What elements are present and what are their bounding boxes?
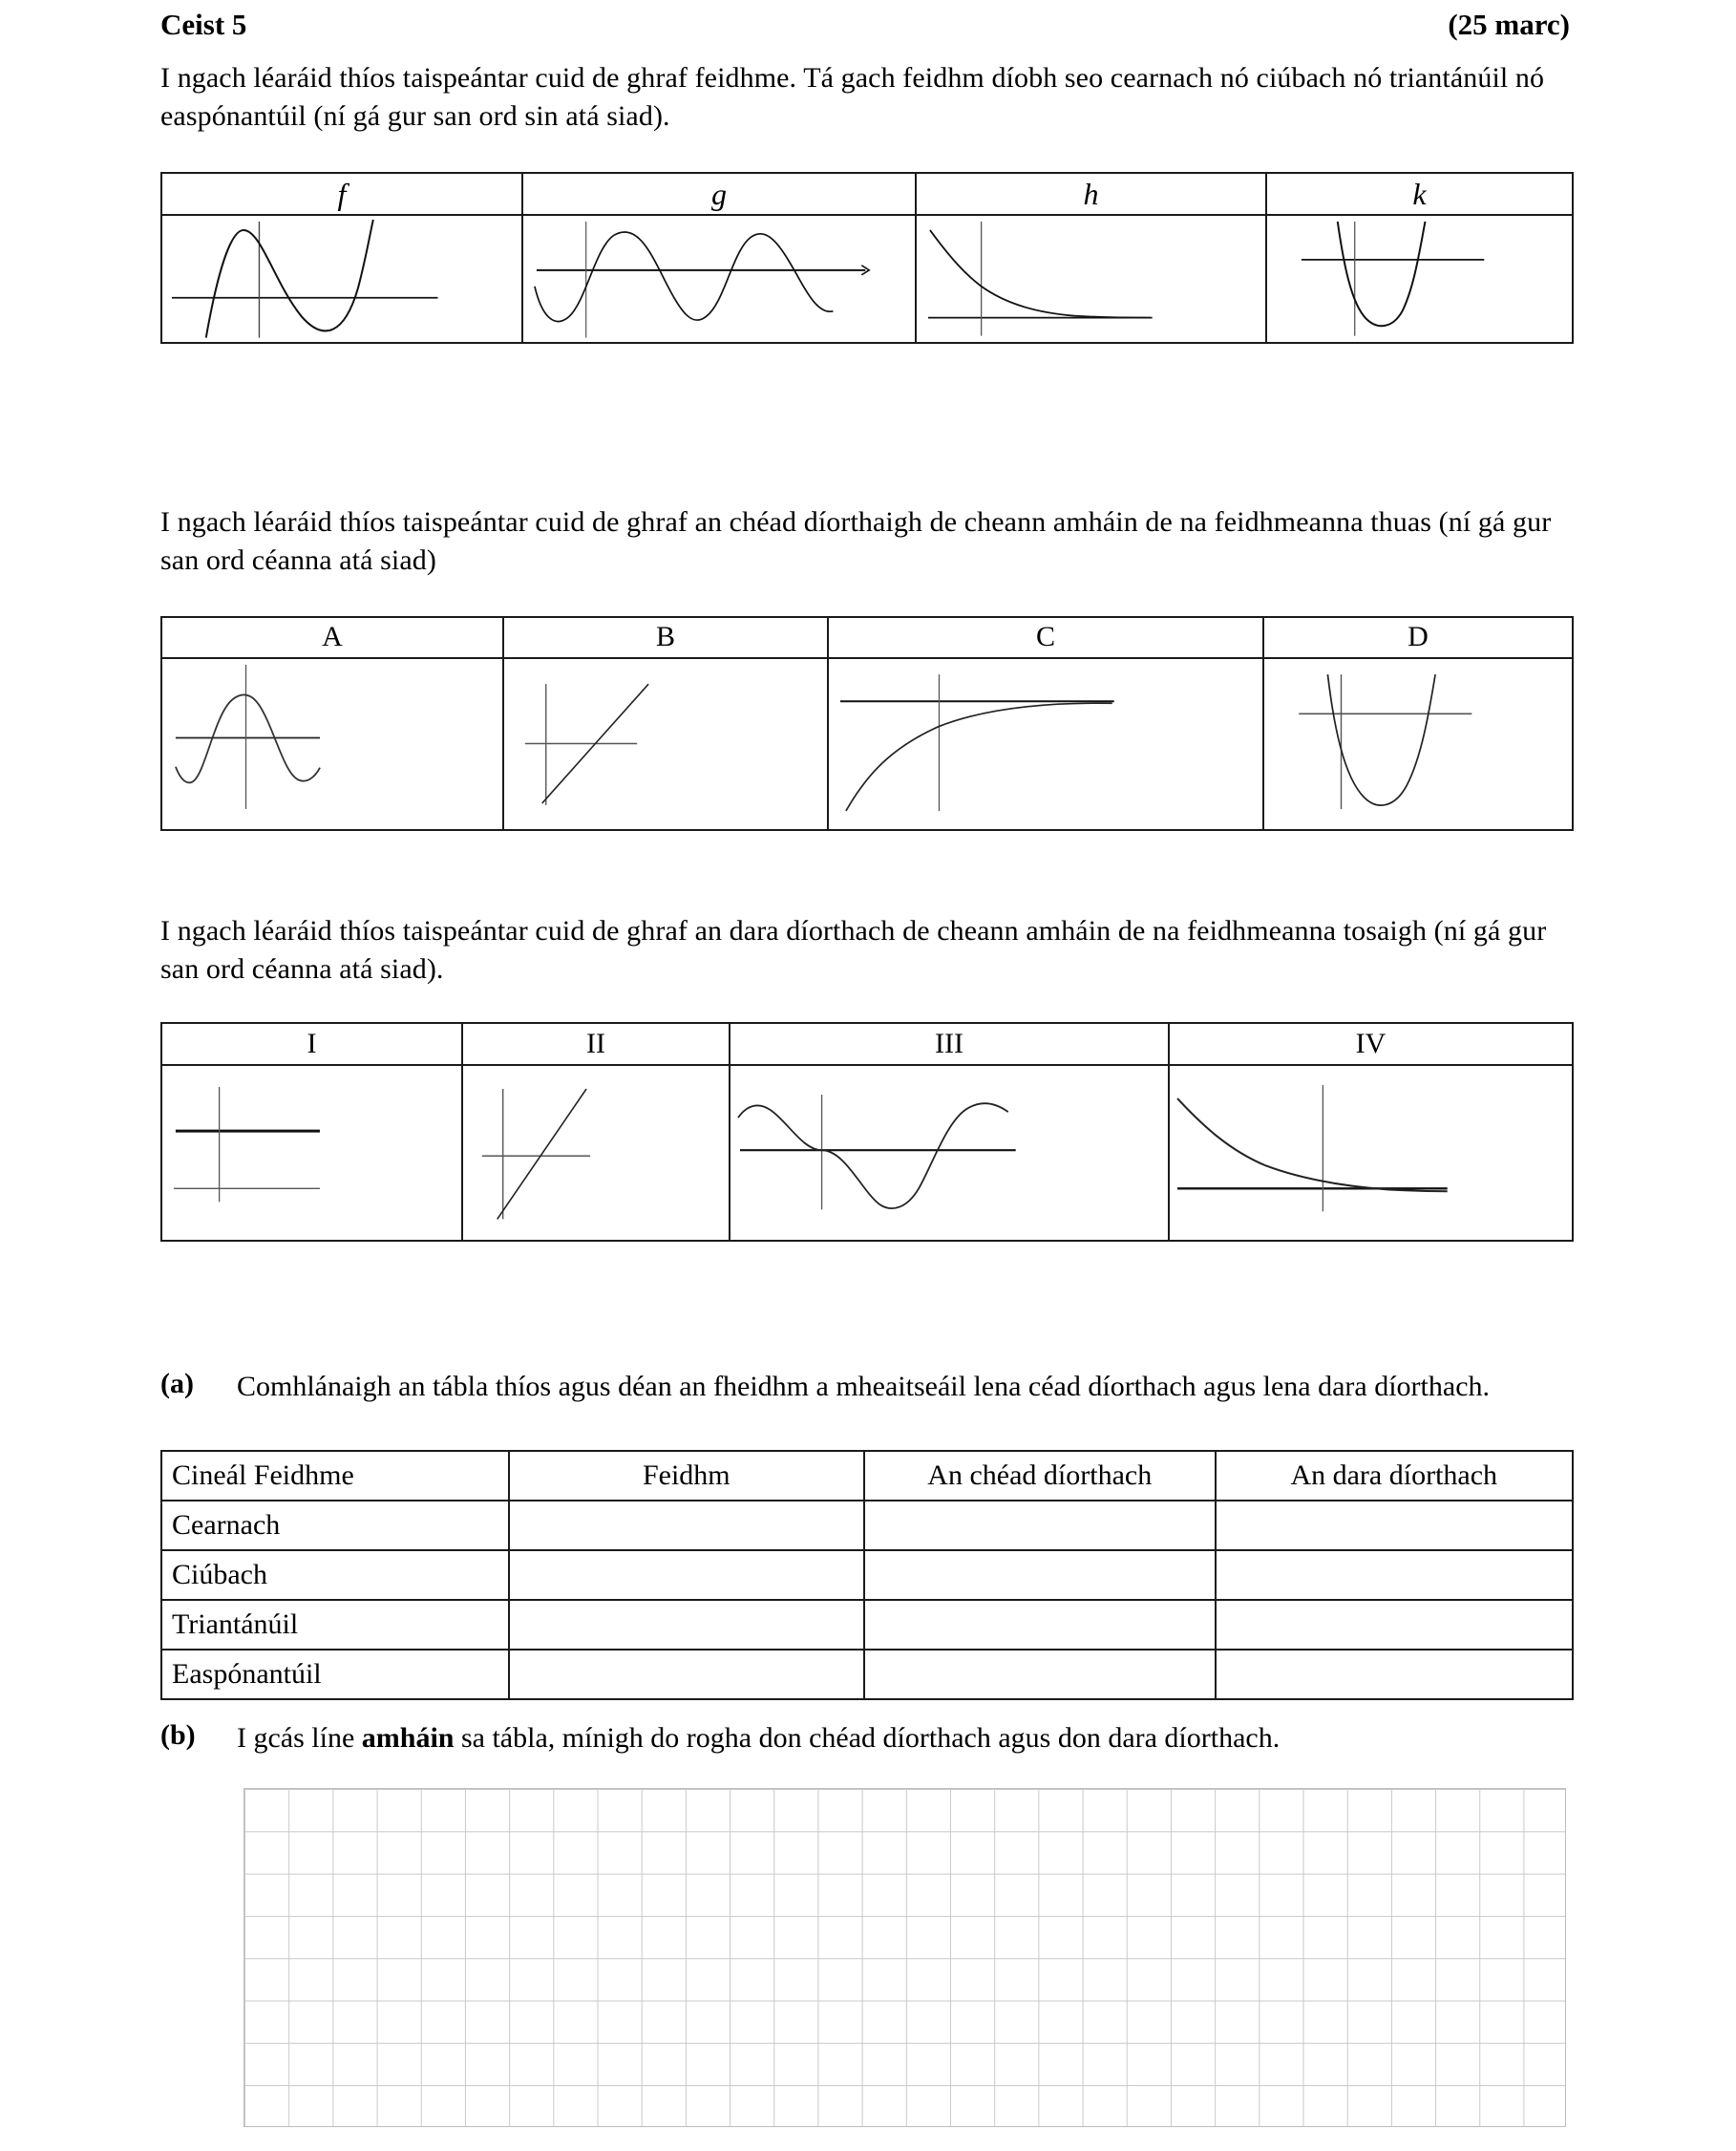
table-row (161, 1550, 1573, 1600)
intro-paragraph-3: I ngach léaráid thíos taispeántar cuid de ghraf an dara díorthach de cheann amháin de na feidhmeanna tosaigh (ní gá gur san ord céanna atá siad). (160, 915, 1547, 985)
answer-header-second: An dara díorthach (1216, 1451, 1574, 1501)
graph-A (162, 659, 502, 829)
graph-cell-A (162, 659, 504, 829)
answer-table (160, 1450, 1574, 1700)
answer-header-first: An chéad díorthach (864, 1451, 1215, 1501)
graph-h (917, 216, 1265, 342)
table-row (161, 1650, 1573, 1699)
cell-cearnach-second[interactable] (1216, 1501, 1574, 1550)
question-number: Ceist 5 (160, 8, 247, 41)
graph-f (162, 216, 521, 342)
table-second-derivatives-body (162, 1066, 1572, 1240)
graph-I (162, 1066, 461, 1240)
table-second-derivatives (160, 1022, 1574, 1242)
intro-paragraph-1: I ngach léaráid thíos taispeántar cuid de ghraf feidhme. Tá gach feidhm díobh seo cearnach nó ciúbach nó triantánúil nó easpónantúil (ní gá gur san ord sin atá siad). (160, 62, 1545, 132)
table-functions-body (162, 216, 1572, 342)
answer-header-type: Cineál Feidhme (161, 1451, 509, 1501)
table-row (161, 1600, 1573, 1650)
header-cell-h: h (917, 174, 1267, 214)
graph-B (504, 659, 827, 829)
cell-ciubach-second[interactable] (1216, 1550, 1574, 1600)
part-b-text-emphasis: amháin (361, 1722, 455, 1754)
row-label-cearnach: Cearnach (161, 1501, 509, 1550)
table-row (161, 1501, 1573, 1550)
part-b-text-before: I gcás líne (237, 1722, 362, 1754)
header-cell-I: I (162, 1024, 463, 1064)
graph-D (1264, 659, 1572, 829)
row-label-easponantuil: Easpónantúil (161, 1650, 509, 1699)
part-b-text-after: sa tábla, mínigh do rogha don chéad díorthach agus don dara díorthach. (454, 1722, 1281, 1754)
graph-III (730, 1066, 1168, 1240)
header-cell-D: D (1408, 621, 1429, 653)
graph-cell-I (162, 1066, 463, 1240)
cell-triantanuil-feidhm[interactable] (509, 1600, 864, 1650)
graph-cell-C (829, 659, 1264, 829)
part-a-label: (a) (160, 1368, 194, 1399)
graph-cell-h (917, 216, 1267, 342)
header-cell-g: g (523, 174, 917, 214)
answer-table-header-row (161, 1451, 1573, 1501)
graph-II (463, 1066, 729, 1240)
graph-cell-III (730, 1066, 1170, 1240)
graph-cell-II (463, 1066, 730, 1240)
cell-easponantuil-second[interactable] (1216, 1650, 1574, 1699)
graph-cell-f (162, 216, 523, 342)
graph-cell-B (504, 659, 829, 829)
cell-cearnach-feidhm[interactable] (509, 1501, 864, 1550)
row-label-triantanuil: Triantánúil (161, 1600, 509, 1650)
table-functions (160, 172, 1574, 344)
table-second-derivatives-header (162, 1024, 1572, 1066)
cell-triantanuil-second[interactable] (1216, 1600, 1574, 1650)
header-cell-C: C (829, 618, 1264, 657)
header-cell-B: B (504, 618, 829, 657)
table-first-derivatives (160, 616, 1574, 831)
graph-cell-IV (1170, 1066, 1572, 1240)
table-functions-header (162, 174, 1572, 216)
cell-triantanuil-first[interactable] (864, 1600, 1215, 1650)
table-first-derivatives-header (162, 618, 1572, 659)
cell-easponantuil-first[interactable] (864, 1650, 1215, 1699)
answer-grid[interactable] (243, 1788, 1566, 2127)
cell-ciubach-first[interactable] (864, 1550, 1215, 1600)
part-a-text: Comhlánaigh an tábla thíos agus déan an fheidhm a mheaitseáil lena céad díorthach agus lena dara díorthach. (237, 1371, 1491, 1402)
part-b-label: (b) (160, 1719, 196, 1751)
graph-C (829, 659, 1262, 829)
header-cell-A: A (162, 618, 504, 657)
page-header (160, 8, 1570, 42)
cell-ciubach-feidhm[interactable] (509, 1550, 864, 1600)
header-cell-III: III (730, 1024, 1170, 1064)
cell-cearnach-first[interactable] (864, 1501, 1215, 1550)
row-label-ciubach: Ciúbach (161, 1550, 509, 1600)
cell-easponantuil-feidhm[interactable] (509, 1650, 864, 1699)
graph-cell-D (1264, 659, 1572, 829)
graph-k (1267, 216, 1572, 342)
header-cell-IV: IV (1355, 1027, 1387, 1059)
table-first-derivatives-body (162, 659, 1572, 829)
header-cell-f: f (162, 174, 523, 214)
graph-g (523, 216, 915, 342)
part-b-text (237, 1719, 1574, 1757)
graph-cell-k (1267, 216, 1572, 342)
marks-allocation: (25 marc) (1448, 8, 1570, 41)
intro-paragraph-2: I ngach léaráid thíos taispeántar cuid de ghraf an chéad díorthaigh de cheann amháin de na feidhmeanna thuas (ní gá gur san ord céanna atá siad) (160, 506, 1552, 576)
header-cell-II: II (463, 1024, 730, 1064)
graph-cell-g (523, 216, 917, 342)
header-cell-k: k (1412, 176, 1427, 211)
answer-header-feidhm: Feidhm (509, 1451, 864, 1501)
graph-IV (1170, 1066, 1572, 1240)
